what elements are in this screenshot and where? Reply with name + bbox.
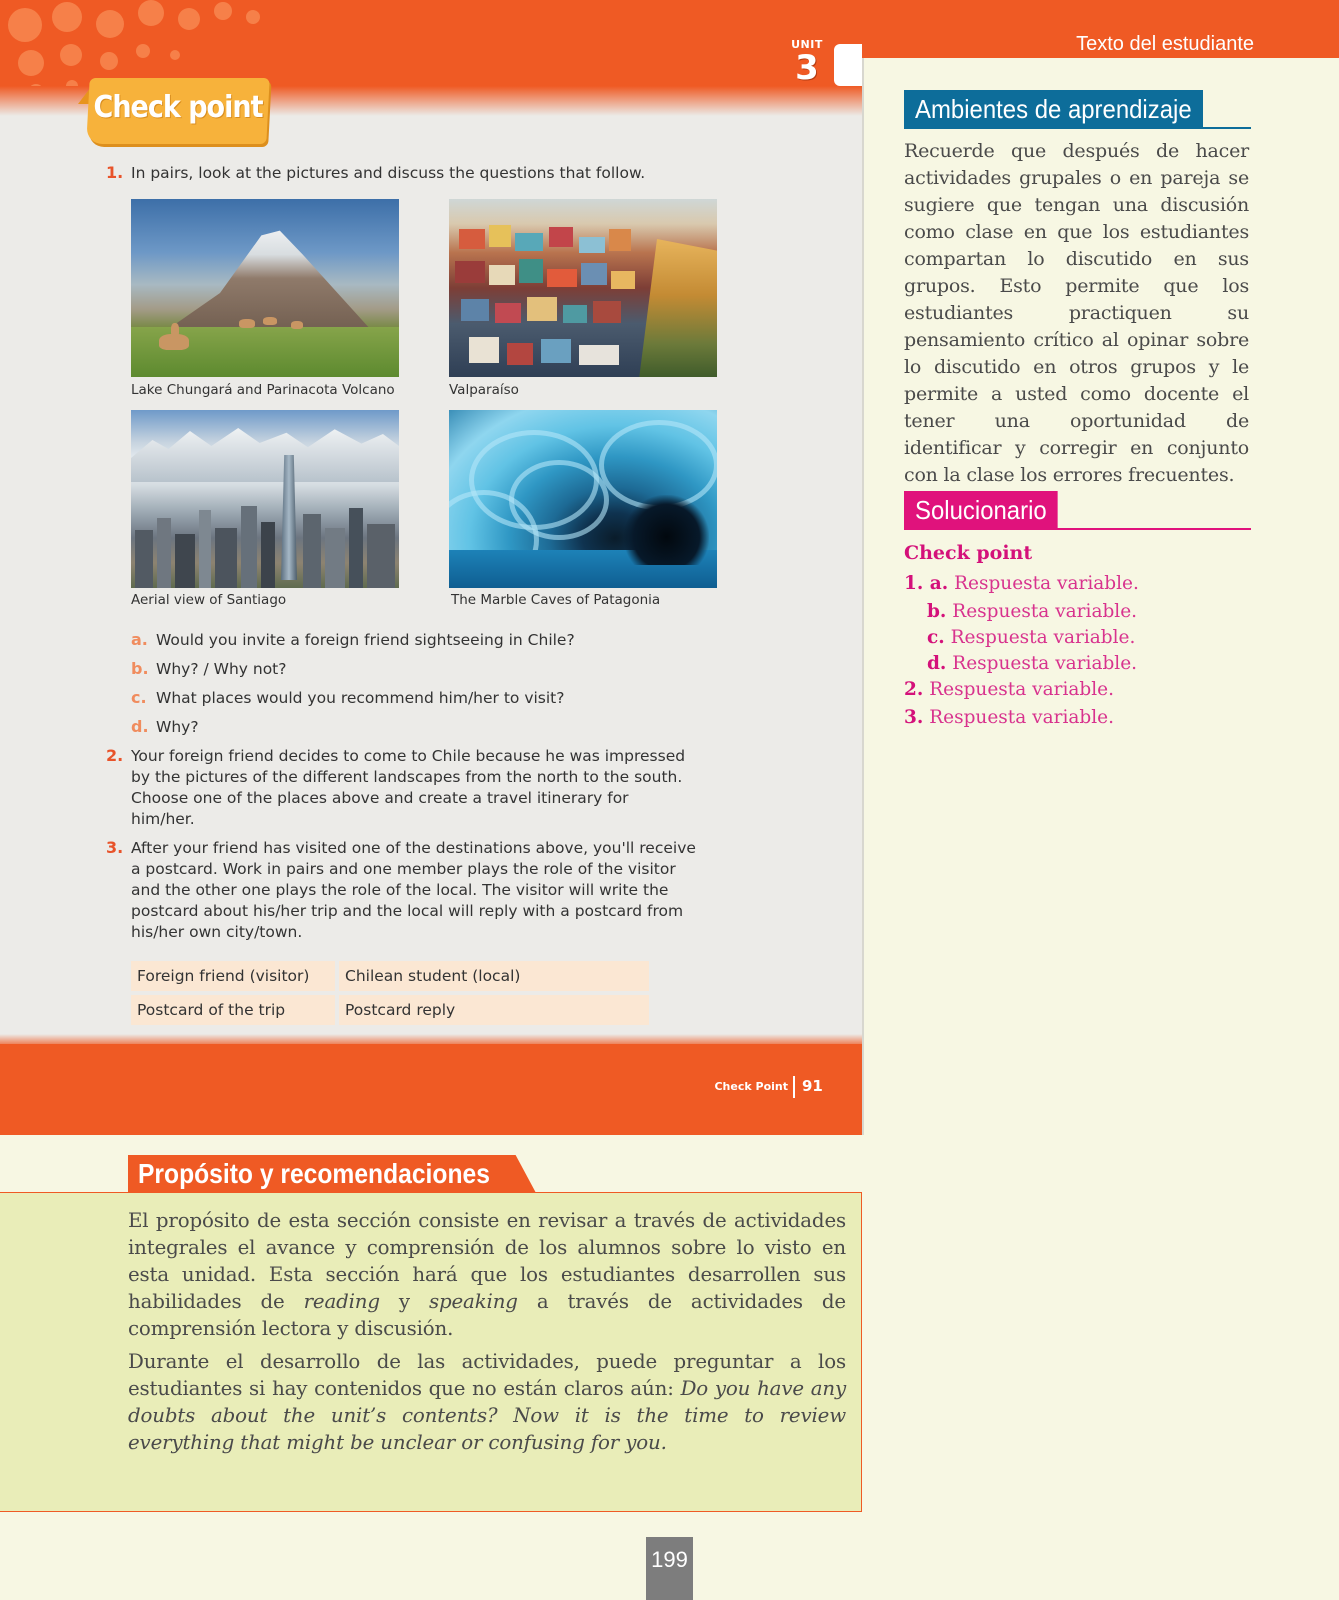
checkpoint-title: Check point [93,90,263,125]
unit-label: UNIT [791,38,823,51]
solucionario-rule [904,528,1251,530]
answer-text: Respuesta variable. [929,707,1114,728]
sub-question-text: Would you invite a foreign friend sightseeing in Chile? [156,631,575,649]
page-number: 199 [651,1547,688,1572]
unit-number: 3 [795,48,819,88]
photo-santiago [131,410,399,588]
photo-lake-chungara [131,199,399,377]
ambientes-body: Recuerde que después de hacer actividades grupales o en pareja se sugiere que tengan una discusión como clase en que los estudiantes compartan lo discutido en sus grupos. Esto permite que los estudiantes practiquen su pensamiento crítico al opinar sobre lo discutido en otros grupos y le permite a usted como docente el tener una oportunidad de identificar y corregir en conjunto con la clase los errores frecuentes. [904,140,1249,486]
student-book-page [0,0,862,1135]
photo-caption: The Marble Caves of Patagonia [451,592,661,608]
sub-question-letter: a. [131,630,148,649]
proposito-quote: Do you have any doubts about the unit’s contents? Now it is the time to review everything that might be unclear or confusing for you. [128,1377,846,1454]
unit-tab [834,44,862,86]
reading-term: reading [303,1290,380,1313]
footer-page-number: 91 [802,1077,823,1095]
sub-question-letter: c. [131,688,147,707]
table-cell: Foreign friend (visitor) [131,961,335,991]
header-title: Texto del estudiante [1076,33,1254,55]
sub-question-letter: d. [131,717,149,736]
unit-badge [782,38,832,94]
answer-item [904,679,1114,700]
sub-question-text: Why? [156,718,199,736]
answer-item [927,653,1137,674]
speaking-term: speaking [428,1290,518,1313]
question-3-text: After your friend has visited one of the destinations above, you'll receive a postcard. Work in pairs and one member plays the role of the visitor and the other one plays the role of the local. The visitor will write the postcard about his/her trip and the local will reply with a postcard from his/her own city/town. [131,839,696,941]
proposito-body [128,1207,846,1462]
proposito-paragraph-1: El propósito de esta sección consiste en revisar a través de actividades integrales el avance y comprensión de los alumnos sobre lo visto en esta unidad. Esta sección hará que los estudiantes desarrollen sus habilidades de reading y speaking a través de actividades de comprensión lectora y discusión. [128,1209,846,1340]
solucionario-subtitle: Check point [904,542,1033,564]
table-cell: Postcard of the trip [131,995,335,1025]
photo-valparaiso [449,199,717,377]
question-1-text: In pairs, look at the pictures and discuss the questions that follow. [131,164,646,182]
answer-item [904,573,1139,594]
proposito-heading: Propósito y recomendaciones [138,1158,490,1189]
answer-label: 1. a. [904,573,949,594]
photo-caption: Lake Chungará and Parinacota Volcano [131,382,395,398]
answer-item [904,707,1114,728]
answer-label: d. [927,653,947,674]
sub-question-text: What places would you recommend him/her to visit? [156,689,565,707]
question-1-number: 1. [106,163,124,182]
answer-text: Respuesta variable. [950,627,1136,648]
answer-text: Respuesta variable. [952,601,1138,622]
sub-question-text: Why? / Why not? [156,660,287,678]
question-3-number: 3. [106,838,124,857]
photo-marble-caves [449,410,717,588]
question-2-number: 2. [106,746,124,765]
answer-text: Respuesta variable. [954,573,1139,594]
answer-text: Respuesta variable. [929,679,1114,700]
footer-section-name: Check Point [714,1080,788,1093]
answer-item [927,601,1137,622]
answer-label: c. [927,627,945,648]
sub-question-letter: b. [131,659,149,678]
photo-caption: Valparaíso [449,382,519,398]
table-cell: Chilean student (local) [339,961,649,991]
answer-label: b. [927,601,947,622]
proposito-paragraph-2: Durante el desarrollo de las actividades, puede preguntar a los estudiantes si hay contenidos que no están claros aún: Do you have any doubts about the unit’s contents? Now it is the time to review everything that might be unclear or confusing for you. [128,1350,846,1454]
ambientes-rule [904,127,1251,129]
answer-item [927,627,1135,648]
answer-label: 3. [904,707,924,728]
solucionario-heading: Solucionario [904,491,1058,529]
footer-divider [793,1076,795,1098]
ambientes-heading: Ambientes de aprendizaje [904,90,1203,128]
table-cell: Postcard reply [339,995,649,1025]
question-2-text: Your foreign friend decides to come to Chile because he was impressed by the pictures of the different landscapes from the north to the south. Choose one of the places above and create a travel itinerary for him/her. [131,747,686,828]
answer-text: Respuesta variable. [952,653,1138,674]
photo-caption: Aerial view of Santiago [131,592,287,608]
answer-label: 2. [904,679,924,700]
